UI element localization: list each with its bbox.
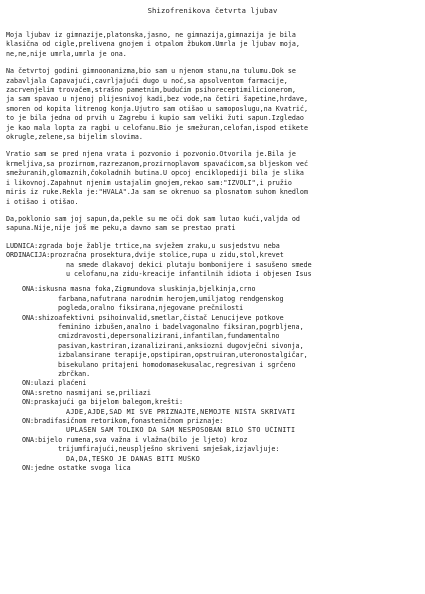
text-line: ONA:iskusna masna foka,Zigmundova sluskinja,bjelkinja,crno: [22, 285, 256, 294]
paragraph: [6, 31, 419, 59]
text-line: klasična od cigle,prelivena gnojem i otpalom žbukom.Umrla je ljubav moja,: [6, 40, 300, 49]
text-line: zabavljala Čapavajući,cavrljajući dugo u noć,sa apsolventom farmacije,: [6, 76, 288, 85]
text-line: Da,poklonio sam joj sapun,da,pekle su me oči dok sam lutao kući,valjda od: [6, 214, 300, 223]
text-line: pasivan,kastriran,izanalizirani,anksiozni dugovječni sivonja,: [58, 341, 304, 350]
text-line: Moja ljubav iz gimnazije,platonska,jasno, ne gimnazija,gimnazija je bila: [6, 31, 296, 39]
text-line: Vratio sam se pred njena vrata i pozvonio i pozvonio.Otvorila je.Bila je: [6, 150, 296, 159]
text-line: UPLAŠEN SAM TOLIKO DA SAM NESPOSOBAN BILO ŠTO UČINITI: [66, 426, 296, 435]
text-line: zbrčkan.: [58, 370, 91, 378]
text-line: DA,DA,TEŠKO JE DANAS BITI MUŠKO: [66, 454, 201, 463]
text-line: LUDNICA:zgrada boje žablje trtice,na svježem zraku,u susjedstvu neba: [6, 241, 280, 250]
text-line: i otišao i otišao.: [6, 197, 79, 206]
text-line: okrugle,zelene,sa bijelim slovima.: [6, 133, 143, 142]
text-line: AJDE,AJDE,SAD MI SVE PRIZNAJTE,NEMOJTE NIŠTA SKRIVATI: [66, 407, 296, 416]
text-line: miris iz ruke.Rekla je:"HVALA".Ja sam se okrenuo sa plosnatom suhom knedlom: [6, 188, 308, 197]
paragraph: [6, 150, 419, 206]
text-line: zacrvenjelim trovačem,strašno pametnim,budućim psihoreceptimilicionerom,: [6, 86, 296, 95]
document-title: Shizofrenikova četvrta ljubav: [147, 6, 278, 15]
paragraph: [6, 215, 419, 234]
text-line: ON:bradifasičnom retorikom,fonasteničnom priznaje:: [22, 417, 224, 426]
text-line: je kao mala lopta za ragbi u celofanu.Bio je smežuran,celofan,ispod etikete: [6, 123, 308, 132]
text-line: i likovnoj.Zapahnut njenim ustajalim gnojem,rekao sam:"IZVOLI",i pružio: [6, 178, 292, 187]
text-line: ON:praskajući ga bijelom balegom,krešti:: [22, 398, 184, 407]
text-line: ONA:sretno nasmijani se,priliazi: [22, 388, 151, 397]
text-line: ja sam spavao u njenoj plijesnivoj kadi,bez vode,na četiri šapetine,hrdave,: [6, 95, 308, 104]
text-line: izbalansirane terapije,opstipiran,opstruiran,uteronostalgičar,: [58, 351, 308, 360]
text-line: farbana,nafutrana narodnim herojem,umiljatog rendgenskog: [58, 294, 284, 303]
text-line: cmizdravosti,depersonalizirani,infantilan,fundamentalno: [58, 332, 280, 341]
text-line: trijumfirajući,neusplješno skriveni smješak,izjavljuje:: [58, 445, 280, 454]
text-line: Na četvrtoj godini gimnoonanizma,bio sam u njenom stanu,na tulumu.Dok se: [6, 67, 296, 76]
text-line: smoren od kopita litrenog konja.Ujutro sam otišao u samoposlugu,na Kvatrić,: [6, 104, 308, 113]
text-line: ORDINACIJA:prozračna prosektura,dvije stolice,rupa u zidu,stol,krevet: [6, 251, 284, 260]
text-line: ONA:shizoafektivni psihoinvalid,smetlar,čistač Lenucijeve potkove: [22, 313, 284, 322]
text-line: ne,ne,nije umrla,umrla je ona.: [6, 49, 127, 58]
text-line: pogleda,oralno fiksirana,njegovane prečnilosti: [58, 304, 244, 313]
lower-text: [6, 242, 419, 474]
text-line: u celofanu,na zidu-kreacije infantilnih idiota i objesen Isus: [66, 269, 312, 278]
text-line: krmeljiva,sa prozirnom,razrezanom,prozirnoplavom spavaćicom,sa bljeskom već: [6, 159, 308, 168]
text-line: ONA:bijelo rumena,sva važna i vlažna(bilo je ljeto) kroz: [22, 435, 248, 444]
paragraph: [6, 67, 419, 142]
text-line: feminino izbušen,analno i badelvagonalno fiksiran,pogrbljena,: [58, 322, 304, 331]
upper-text: [6, 31, 419, 234]
text-line: to je bila jedna od prvih u Zagrebu i kupio sam veliki žuti sapun.Izgledao: [6, 114, 304, 123]
text-line: bisekulano pritajeni homodomasekusalac,regresivan i sgrčeno: [58, 360, 296, 369]
text-line: na smede dlakavoj dekici plutaju bombonijere i sasušeno smede: [66, 260, 312, 269]
text-line: ON:ulazi plaćeni: [22, 379, 87, 388]
text-line: sapuna.Nije,nije još me peku,a davno sam se prestao prati: [6, 224, 236, 233]
text-line: smežuranih,glomaznih,čokoladnih butina.U opcoj enciklopediji bila je slika: [6, 169, 304, 178]
text-line: ON:jedne ostatke svoga lica: [22, 464, 131, 473]
